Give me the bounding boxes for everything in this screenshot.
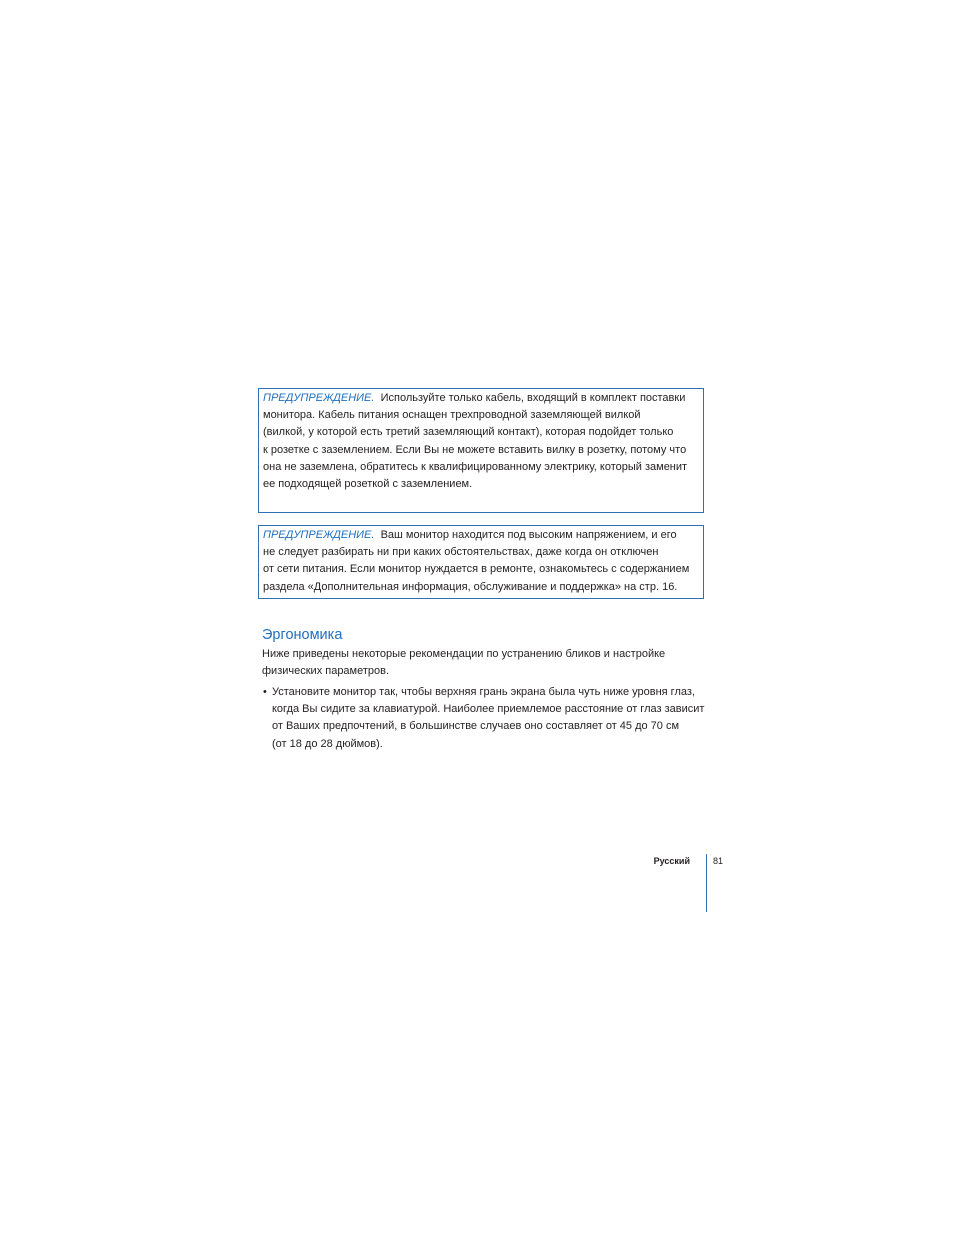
bullet-item <box>262 684 704 753</box>
bullet-line: когда Вы сидите за клавиатурой. Наиболее приемлемое расстояние от глаз зависит <box>272 703 705 716</box>
warning-box-high-voltage <box>258 525 704 599</box>
warning-label: ПРЕДУПРЕЖДЕНИЕ. <box>263 392 375 404</box>
warning-text-line: от сети питания. Если монитор нуждается в ремонте, ознакомьтесь с содержанием <box>263 563 690 576</box>
page-number: 81 <box>713 856 724 866</box>
intro-line: Ниже приведены некоторые рекомендации по устранению бликов и настройке <box>262 648 666 660</box>
footer-divider <box>706 854 707 912</box>
bullet-line: от Ваших предпочтений, в большинстве случаев оно составляет от 45 до 70 см <box>272 720 680 733</box>
bullet-mark: • <box>263 686 267 698</box>
warning-text-line: она не заземлена, обратитесь к квалифицированному электрику, который заменит <box>263 460 688 473</box>
section-intro <box>262 646 665 680</box>
bullet-line: (от 18 до 28 дюймов). <box>272 737 383 750</box>
warning-box-power-cable <box>258 388 704 513</box>
warning-label: ПРЕДУПРЕЖДЕНИЕ. <box>263 529 375 541</box>
warning-text-line: (вилкой, у которой есть третий заземляющий контакт), которая подойдет только <box>263 426 674 439</box>
warning-text-line: ее подходящей розеткой с заземлением. <box>263 478 473 491</box>
warning-text-line: раздела «Дополнительная информация, обслуживание и поддержка» на стр. 16. <box>263 580 678 593</box>
footer-language: Русский <box>653 856 690 866</box>
intro-line: физических параметров. <box>262 665 390 678</box>
warning-text-line: Используйте только кабель, входящий в комплект поставки <box>380 392 686 404</box>
warning-text-line: Ваш монитор находится под высоким напряжением, и его <box>380 529 677 541</box>
warning-text-line: не следует разбирать ни при каких обстоятельствах, даже когда он отключен <box>263 546 659 559</box>
warning-text-line: монитора. Кабель питания оснащен трехпроводной заземляющей вилкой <box>263 409 641 422</box>
bullet-line: Установите монитор так, чтобы верхняя грань экрана была чуть ниже уровня глаз, <box>272 686 695 698</box>
section-title: Эргономика <box>262 627 343 643</box>
warning-first-line <box>263 527 699 544</box>
warning-first-line <box>263 390 699 407</box>
bullet-text <box>272 684 704 753</box>
warning-text-line: к розетке с заземлением. Если Вы не можете вставить вилку в розетку, потому что <box>263 443 687 456</box>
